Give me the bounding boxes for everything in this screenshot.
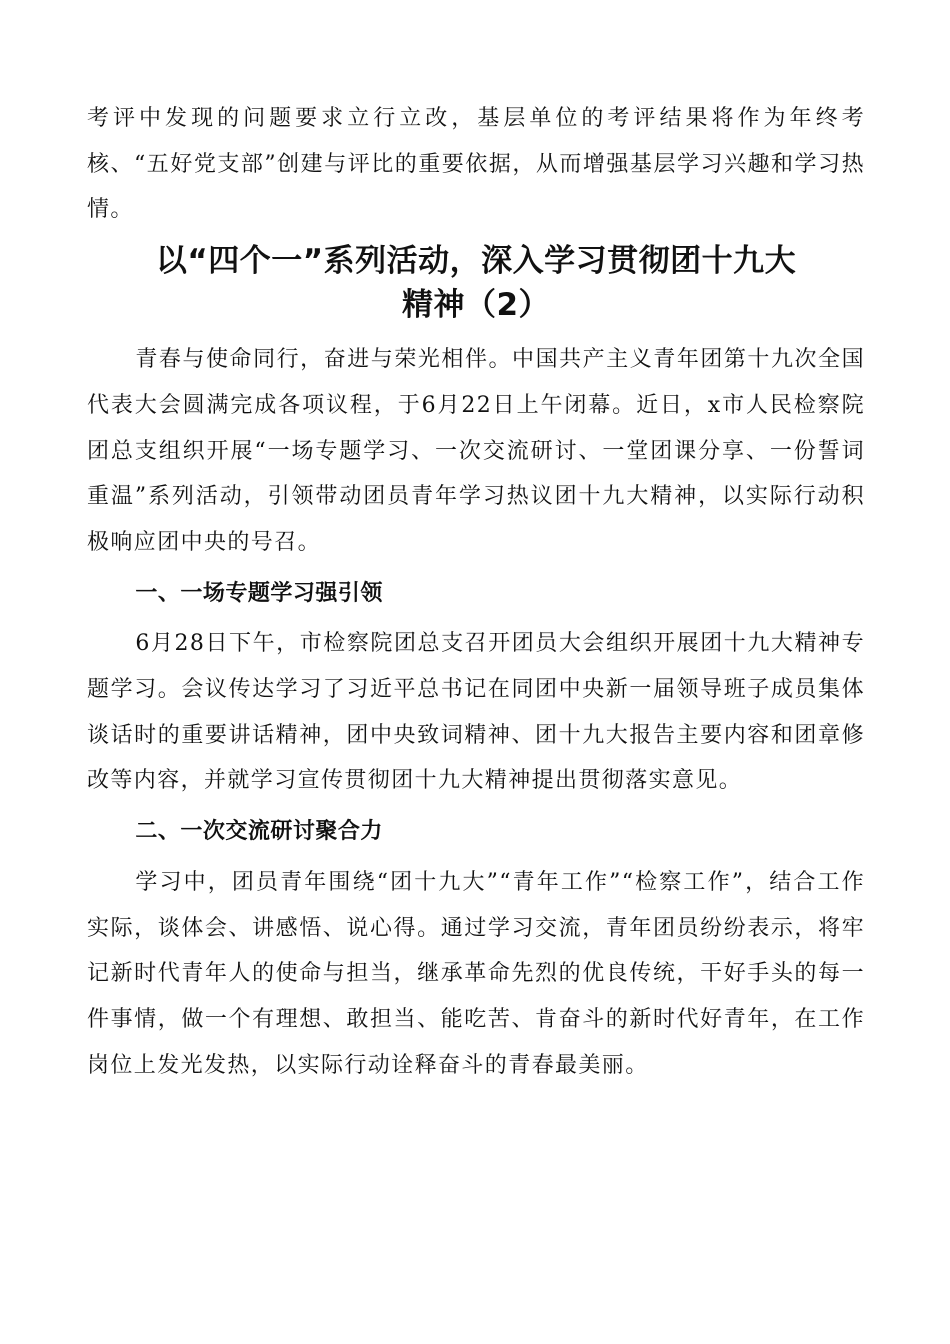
- article-title-line-2: 精神（2）: [401, 287, 551, 324]
- document-page: [87, 96, 865, 1088]
- article-title: [87, 239, 865, 327]
- article-title-line-1: 以“四个一”系列活动，深入学习贯彻团十九大: [155, 243, 797, 280]
- intro-paragraph: 青春与使命同行，奋进与荣光相伴。中国共产主义青年团第十九次全国代表大会圆满完成各项议程，于6月22日上午闭幕。近日，x市人民检察院团总支组织开展“一场专题学习、一次交流研讨、一堂团课分享、一份誓词重温”系列活动，引领带动团员青年学习热议团十九大精神，以实际行动积极响应团中央的号召。: [87, 347, 865, 555]
- section-body-2: 学习中，团员青年围绕“团十九大”“青年工作”“检察工作”，结合工作实际，谈体会、讲感悟、说心得。通过学习交流，青年团员纷纷表示，将牢记新时代青年人的使命与担当，继承革命先烈的优良传统，干好手头的每一件事情，做一个有理想、敢担当、能吃苦、肯奋斗的新时代好青年，在工作岗位上发光发热，以实际行动诠释奋斗的青春最美丽。: [87, 869, 865, 1078]
- continuation-paragraph: 考评中发现的问题要求立行立改，基层单位的考评结果将作为年终考核、“五好党支部”创建与评比的重要依据，从而增强基层学习兴趣和学习热情。: [87, 106, 865, 223]
- section-body-1: 6月28日下午，市检察院团总支召开团员大会组织开展团十九大精神专题学习。会议传达学习了习近平总书记在同团中央新一届领导班子成员集体谈话时的重要讲话精神，团中央致词精神、团十九大报告主要内容和团章修改等内容，并就学习宣传贯彻团十九大精神提出贯彻落实意见。: [87, 631, 865, 794]
- section-heading-2: 二、一次交流研讨聚合力: [135, 819, 383, 845]
- section-heading-1: 一、一场专题学习强引领: [135, 580, 383, 606]
